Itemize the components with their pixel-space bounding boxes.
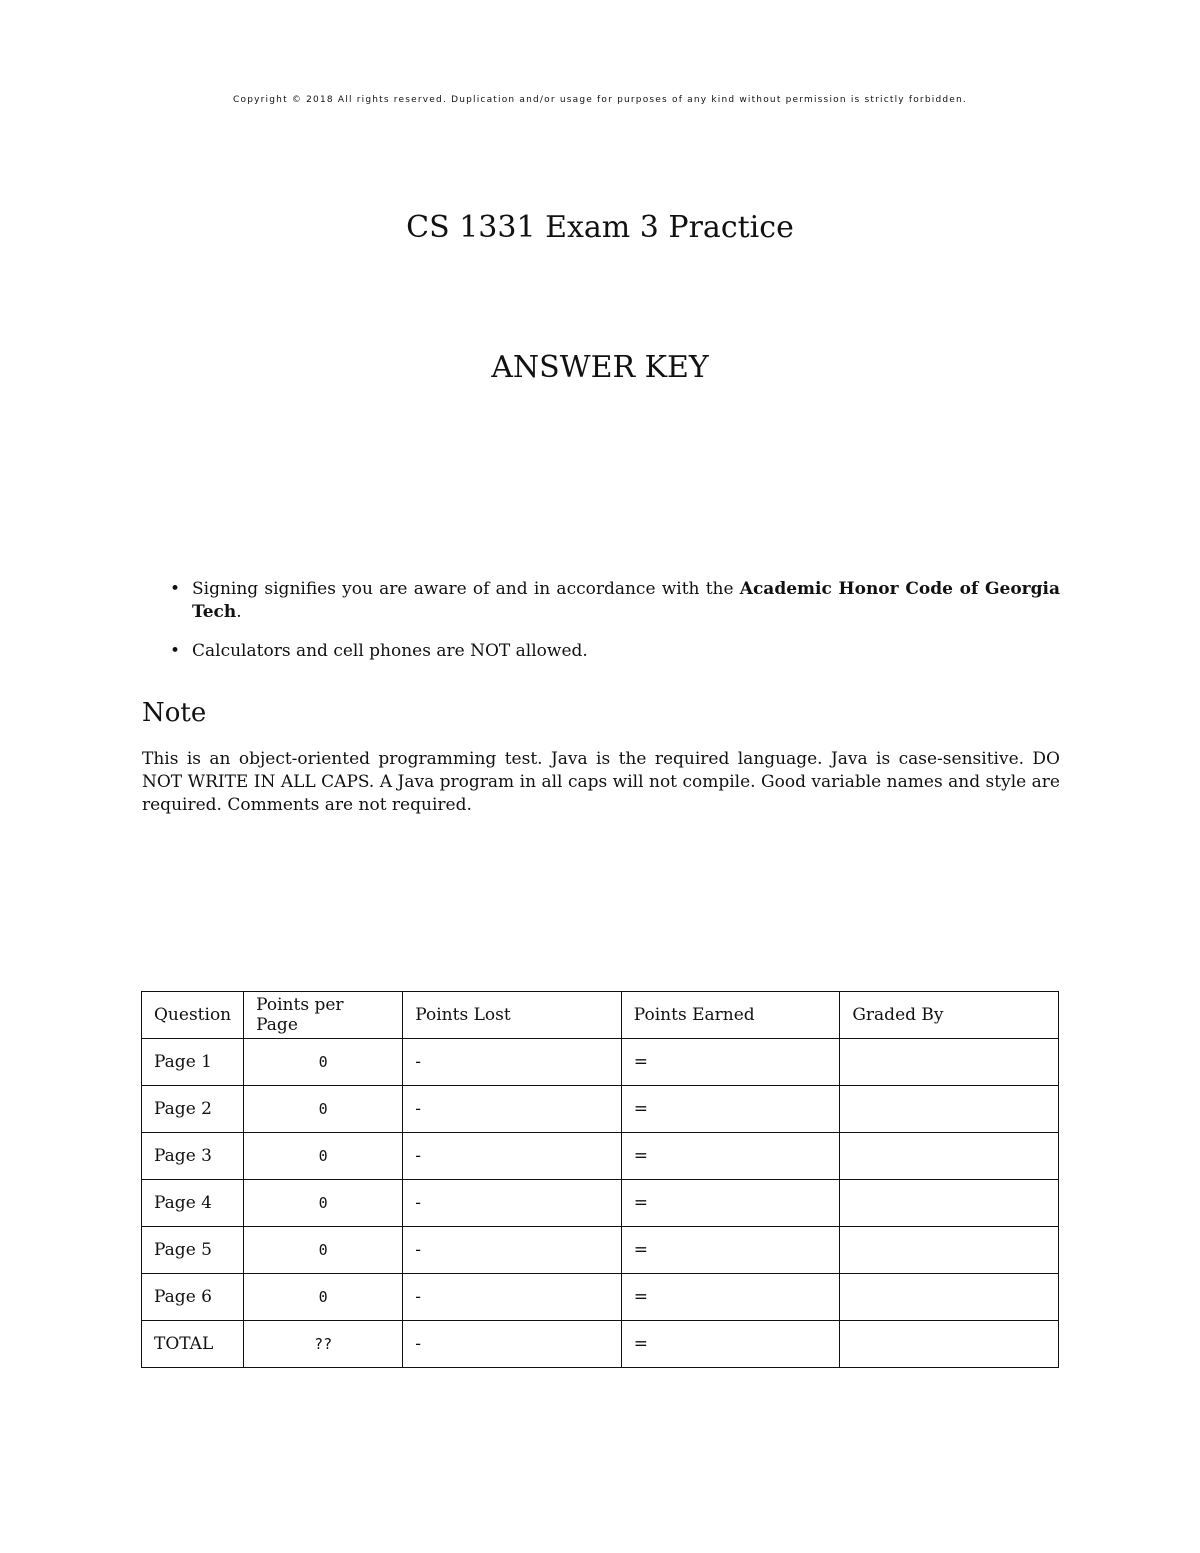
- header-points-earned: Points Earned: [621, 992, 840, 1039]
- cell-graded-by: [840, 1086, 1059, 1133]
- cell-graded-by: [840, 1133, 1059, 1180]
- cell-points-earned: =: [621, 1039, 840, 1086]
- note-body: This is an object-oriented programming test. Java is the required language. Java is case-sensitive. DO NOT WRITE IN ALL CAPS. A Java program in all caps will not compile. Good variable names and style are required. Comments are not required.: [142, 749, 1060, 815]
- cell-question: Page 3: [142, 1133, 244, 1180]
- honor-code-suffix: .: [236, 602, 242, 622]
- cell-points-per-page: 0: [244, 1086, 403, 1133]
- cell-points-per-page: 0: [244, 1133, 403, 1180]
- honor-code-name: Academic Honor Code of Georgia Tech: [192, 579, 1060, 622]
- cell-points-lost: -: [403, 1274, 622, 1321]
- header-points-per-page: Points per Page: [244, 992, 403, 1039]
- cell-points-lost: -: [403, 1133, 622, 1180]
- instruction-honor-code: [142, 578, 1060, 624]
- cell-points-per-page: 0: [244, 1039, 403, 1086]
- cell-graded-by: [840, 1274, 1059, 1321]
- cell-points-earned: =: [621, 1274, 840, 1321]
- answer-key-label: ANSWER KEY: [491, 350, 709, 385]
- header-points-lost: Points Lost: [403, 992, 622, 1039]
- table-row: [142, 1133, 1059, 1180]
- instructions-list: [142, 578, 1060, 679]
- cell-question: Page 5: [142, 1227, 244, 1274]
- cell-points-per-page: 0: [244, 1180, 403, 1227]
- instruction-calculators: [142, 640, 1060, 663]
- honor-code-prefix: Signing signifies you are aware of and in accordance with the: [192, 579, 740, 599]
- note-heading: Note: [142, 698, 207, 728]
- table-header-row: [142, 992, 1059, 1039]
- table-row: [142, 1180, 1059, 1227]
- cell-points-lost: -: [403, 1227, 622, 1274]
- cell-points-lost: -: [403, 1180, 622, 1227]
- table-row: [142, 1039, 1059, 1086]
- cell-graded-by: [840, 1227, 1059, 1274]
- cell-question: Page 6: [142, 1274, 244, 1321]
- table-row: [142, 1274, 1059, 1321]
- bullet-icon: •: [170, 579, 181, 599]
- table-row: [142, 1227, 1059, 1274]
- cell-points-per-page: 0: [244, 1227, 403, 1274]
- cell-graded-by: [840, 1180, 1059, 1227]
- cell-points-lost: -: [403, 1039, 622, 1086]
- cell-points-earned: =: [621, 1227, 840, 1274]
- grading-table: [141, 991, 1059, 1368]
- cell-graded-by: [840, 1321, 1059, 1368]
- cell-points-lost: -: [403, 1086, 622, 1133]
- header-graded-by: Graded By: [840, 992, 1059, 1039]
- cell-question: Page 4: [142, 1180, 244, 1227]
- cell-points-lost: -: [403, 1321, 622, 1368]
- cell-question: Page 2: [142, 1086, 244, 1133]
- exam-title: CS 1331 Exam 3 Practice: [406, 210, 794, 245]
- table-row-total: [142, 1321, 1059, 1368]
- cell-points-per-page: ??: [244, 1321, 403, 1368]
- cell-points-per-page: 0: [244, 1274, 403, 1321]
- cell-graded-by: [840, 1039, 1059, 1086]
- calculators-text: Calculators and cell phones are NOT allowed.: [192, 641, 588, 661]
- copyright-notice: Copyright © 2018 All rights reserved. Duplication and/or usage for purposes of any kind without permission is strictly forbidden.: [233, 95, 967, 105]
- cell-points-earned: =: [621, 1321, 840, 1368]
- cell-question: TOTAL: [142, 1321, 244, 1368]
- table-row: [142, 1086, 1059, 1133]
- cell-points-earned: =: [621, 1086, 840, 1133]
- bullet-icon: •: [170, 641, 181, 661]
- cell-points-earned: =: [621, 1133, 840, 1180]
- header-question: Question: [142, 992, 244, 1039]
- cell-question: Page 1: [142, 1039, 244, 1086]
- cell-points-earned: =: [621, 1180, 840, 1227]
